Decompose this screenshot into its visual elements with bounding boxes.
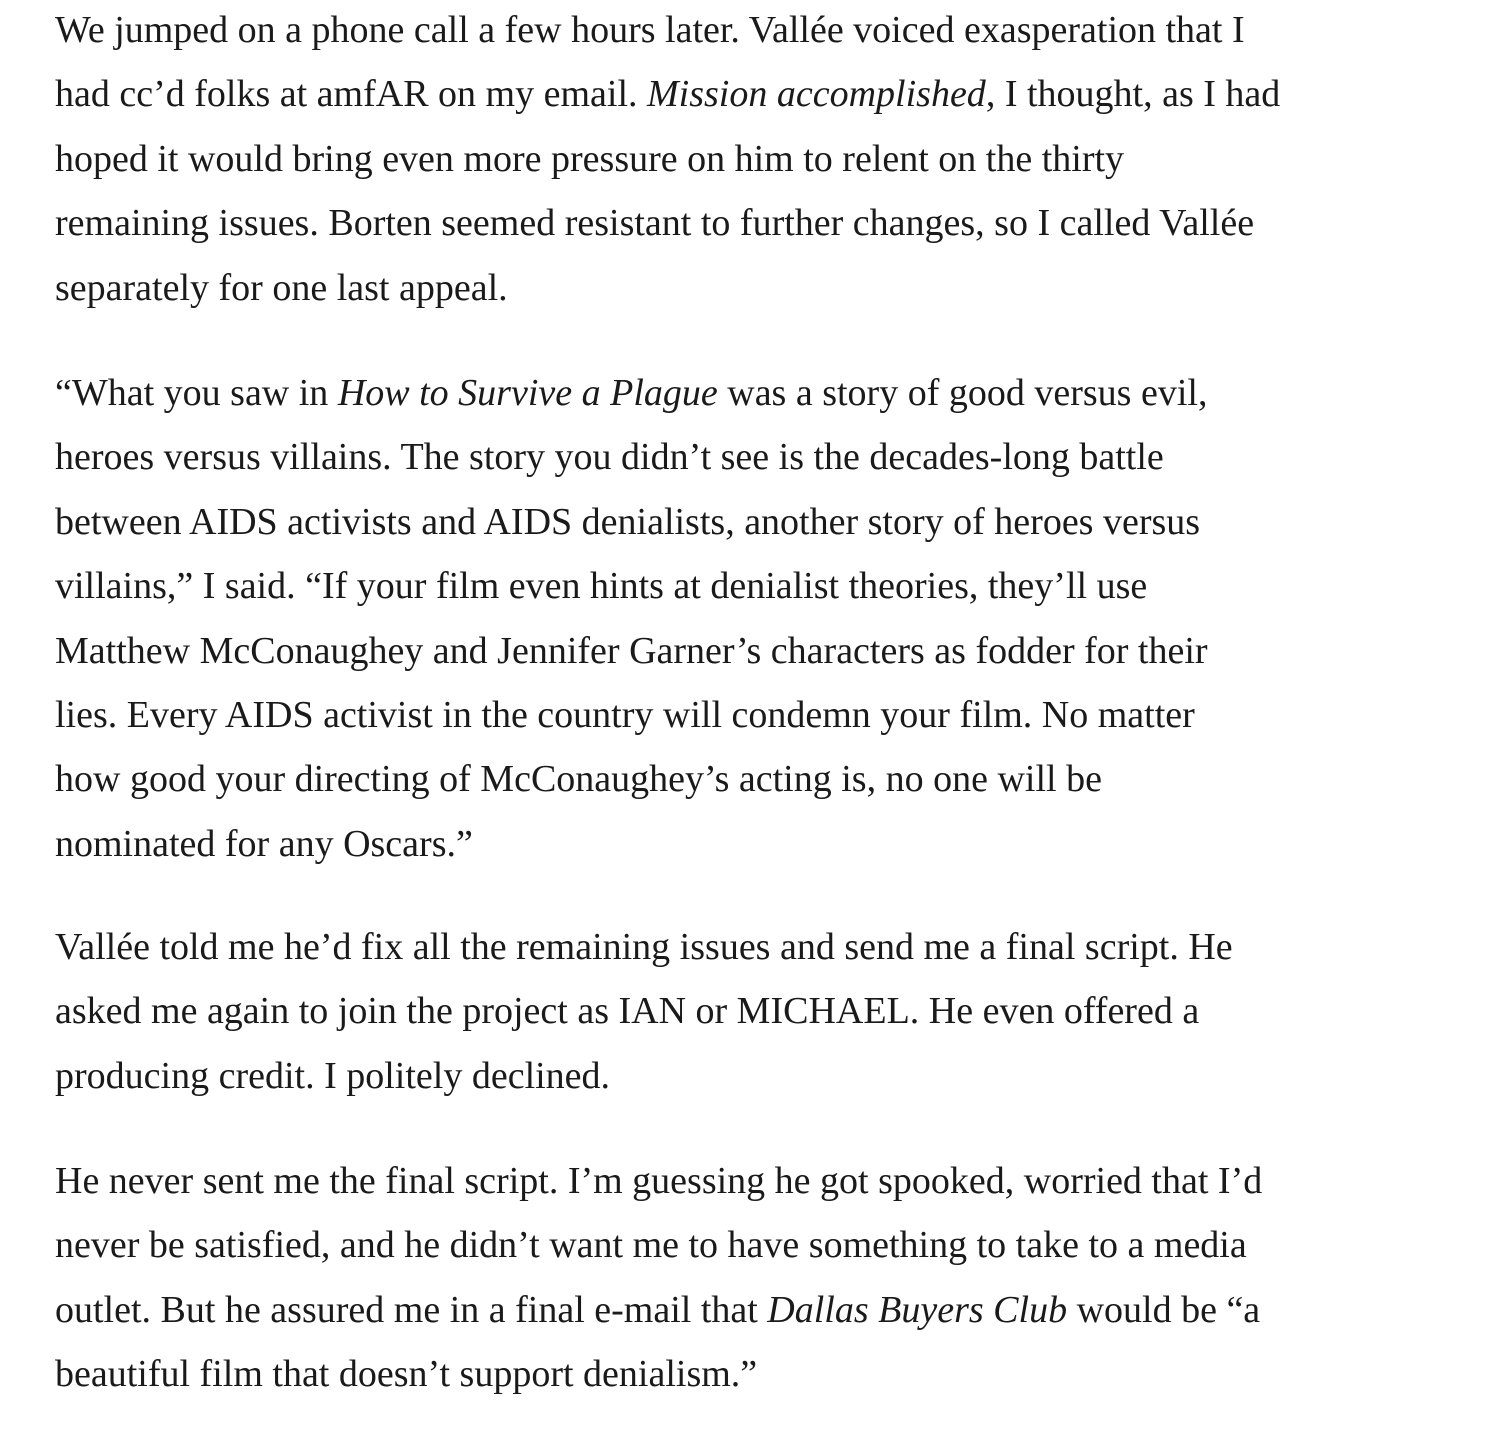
paragraph-3	[55, 915, 1355, 1108]
text-line	[55, 619, 1355, 683]
text-run: beautiful film that doesn’t support denialism.”	[55, 1353, 758, 1396]
text-run: producing credit. I politely declined.	[55, 1054, 611, 1097]
text-line	[55, 1044, 1355, 1108]
paragraph-1	[55, 0, 1355, 320]
text-run: had cc’d folks at amfAR on my email.	[55, 73, 648, 116]
italic-title: Dallas Buyers Club	[767, 1288, 1068, 1331]
text-line	[55, 256, 1355, 320]
text-line	[55, 747, 1355, 811]
text-line	[55, 1149, 1355, 1213]
paragraph-4	[55, 1149, 1355, 1407]
text-run: He never sent me the final script. I’m guessing he got spooked, worried that I’d	[55, 1160, 1263, 1202]
text-run: , I thought, as I had	[985, 73, 1281, 116]
text-line	[55, 191, 1355, 255]
text-run: how good your directing of McConaughey’s acting is, no one will be	[55, 758, 1102, 801]
text-line	[55, 1213, 1355, 1277]
text-line	[55, 554, 1355, 618]
text-line	[55, 490, 1355, 554]
text-run: outlet. But he assured me in a final e-mail that	[55, 1288, 768, 1331]
text-run: Matthew McConaughey and Jennifer Garner’s characters as fodder for their	[55, 629, 1208, 672]
text-line	[55, 127, 1355, 191]
text-run: We jumped on a phone call a few hours later. Vallée voiced exasperation that I	[55, 9, 1245, 51]
text-run: asked me again to join the project as IAN or MICHAEL. He even offered a	[55, 990, 1200, 1033]
text-run: heroes versus villains. The story you didn’t see is the decades-long battle	[55, 436, 1164, 479]
italic-title: Mission accomplished	[647, 73, 986, 116]
italic-title: How to Survive a Plague	[337, 372, 718, 414]
text-line	[55, 979, 1355, 1043]
text-run: villains,” I said. “If your film even hints at denialist theories, they’ll use	[55, 565, 1148, 608]
text-run: between AIDS activists and AIDS denialists, another story of heroes versus	[55, 500, 1201, 543]
text-line	[55, 425, 1355, 489]
text-run: Vallée told me he’d fix all the remaining issues and send me a final script. He	[55, 926, 1233, 968]
text-run: separately for one last appeal.	[55, 266, 508, 309]
text-run: would be “a	[1067, 1288, 1261, 1331]
text-line	[55, 683, 1355, 747]
text-run: nominated for any Oscars.”	[55, 822, 473, 865]
text-line	[55, 812, 1355, 876]
text-run: “What you saw in	[55, 372, 338, 414]
text-line	[55, 62, 1355, 126]
text-line	[55, 361, 1355, 425]
text-run: remaining issues. Borten seemed resistant to further changes, so I called Vallée	[55, 202, 1255, 245]
text-line	[55, 1278, 1355, 1342]
paragraph-2	[55, 361, 1355, 876]
text-line	[55, 1342, 1355, 1406]
text-line	[55, 915, 1355, 979]
text-line	[55, 0, 1355, 62]
text-run: never be satisfied, and he didn’t want me to have something to take to a media	[55, 1224, 1247, 1267]
text-run: hoped it would bring even more pressure on him to relent on the thirty	[55, 137, 1125, 180]
text-run: was a story of good versus evil,	[717, 372, 1208, 414]
text-run: lies. Every AIDS activist in the country will condemn your film. No matter	[55, 693, 1195, 736]
